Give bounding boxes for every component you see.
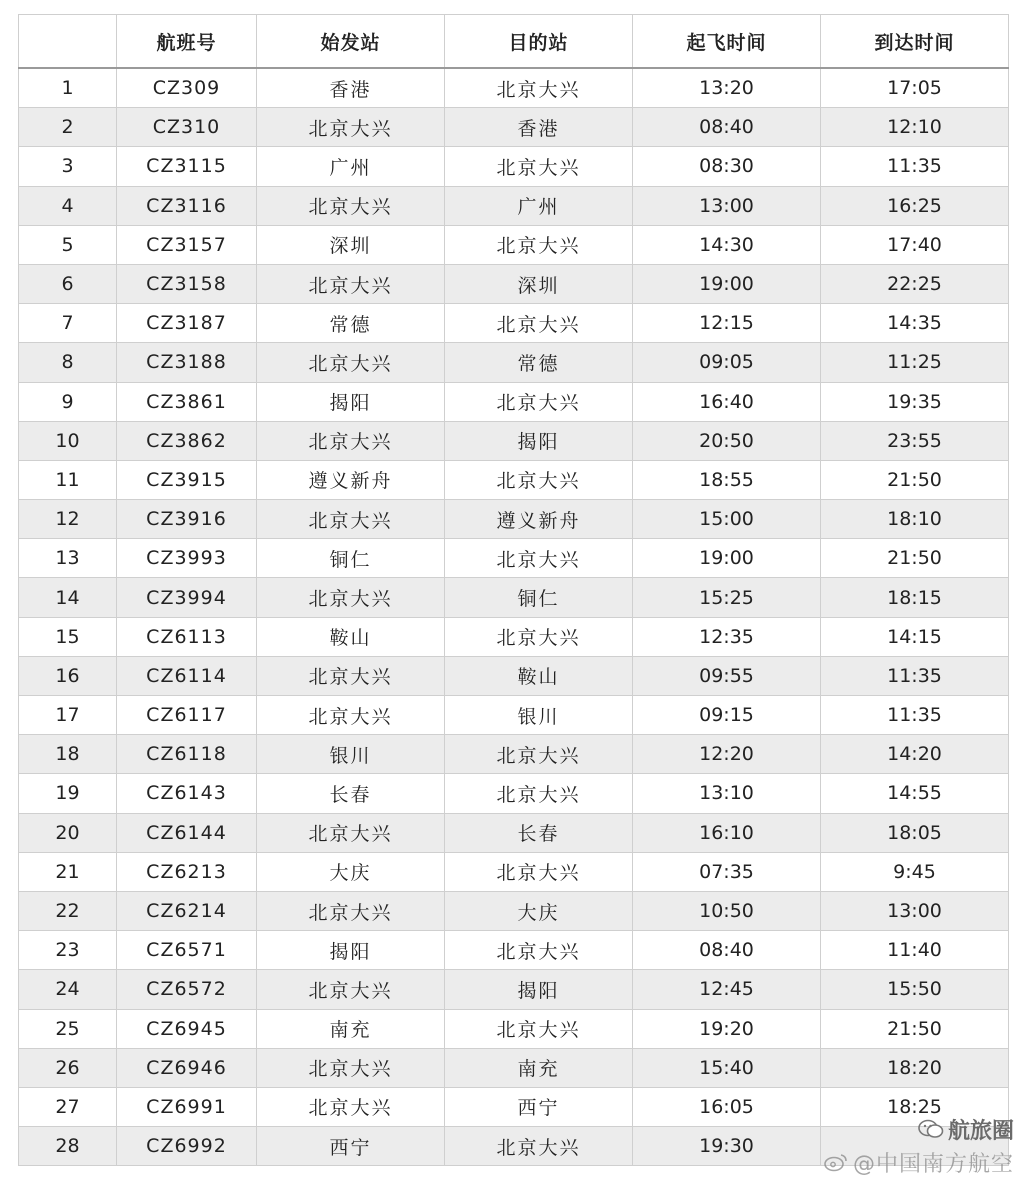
cell-arrival-time: 21:50 <box>821 1009 1009 1048</box>
cell-arrival-time: 17:05 <box>821 68 1009 108</box>
cell-arrival-time: 9:45 <box>821 852 1009 891</box>
cell-departure-time: 12:35 <box>633 617 821 656</box>
cell-origin: 西宁 <box>257 1127 445 1166</box>
cell-origin: 北京大兴 <box>257 891 445 930</box>
cell-index: 22 <box>19 891 117 930</box>
watermark-line2: @中国南方航空 <box>823 1147 1014 1178</box>
watermark <box>823 1114 1014 1178</box>
cell-departure-time: 12:20 <box>633 735 821 774</box>
cell-departure-time: 13:00 <box>633 186 821 225</box>
header-departure-time: 起飞时间 <box>633 15 821 69</box>
table-row <box>19 382 1009 421</box>
cell-origin: 揭阳 <box>257 931 445 970</box>
cell-arrival-time: 18:20 <box>821 1048 1009 1087</box>
cell-arrival-time: 14:55 <box>821 774 1009 813</box>
cell-origin: 北京大兴 <box>257 1048 445 1087</box>
cell-origin: 常德 <box>257 304 445 343</box>
cell-destination: 常德 <box>445 343 633 382</box>
cell-departure-time: 15:40 <box>633 1048 821 1087</box>
cell-index: 11 <box>19 460 117 499</box>
cell-flight-number: CZ3916 <box>117 500 257 539</box>
table-row <box>19 774 1009 813</box>
cell-destination: 揭阳 <box>445 421 633 460</box>
cell-origin: 北京大兴 <box>257 186 445 225</box>
table-row <box>19 500 1009 539</box>
cell-origin: 北京大兴 <box>257 500 445 539</box>
cell-index: 19 <box>19 774 117 813</box>
cell-index: 13 <box>19 539 117 578</box>
cell-departure-time: 19:20 <box>633 1009 821 1048</box>
cell-arrival-time: 17:40 <box>821 225 1009 264</box>
table-row <box>19 617 1009 656</box>
cell-departure-time: 20:50 <box>633 421 821 460</box>
cell-index: 5 <box>19 225 117 264</box>
cell-index: 23 <box>19 931 117 970</box>
cell-arrival-time: 21:50 <box>821 539 1009 578</box>
cell-arrival-time: 18:25 <box>821 1087 1009 1126</box>
cell-origin: 广州 <box>257 147 445 186</box>
cell-index: 25 <box>19 1009 117 1048</box>
cell-flight-number: CZ6118 <box>117 735 257 774</box>
cell-destination: 北京大兴 <box>445 382 633 421</box>
cell-departure-time: 08:40 <box>633 108 821 147</box>
cell-destination: 北京大兴 <box>445 147 633 186</box>
table-row <box>19 852 1009 891</box>
cell-index: 10 <box>19 421 117 460</box>
cell-arrival-time: 14:15 <box>821 617 1009 656</box>
cell-departure-time: 16:10 <box>633 813 821 852</box>
table-row <box>19 343 1009 382</box>
cell-destination: 香港 <box>445 108 633 147</box>
cell-departure-time: 09:15 <box>633 696 821 735</box>
cell-flight-number: CZ6143 <box>117 774 257 813</box>
table-row <box>19 1009 1009 1048</box>
cell-origin: 北京大兴 <box>257 656 445 695</box>
cell-flight-number: CZ3993 <box>117 539 257 578</box>
cell-flight-number: CZ6991 <box>117 1087 257 1126</box>
cell-arrival-time: 14:35 <box>821 304 1009 343</box>
cell-index: 4 <box>19 186 117 225</box>
cell-departure-time: 19:00 <box>633 539 821 578</box>
table-row <box>19 891 1009 930</box>
cell-destination: 广州 <box>445 186 633 225</box>
cell-departure-time: 09:05 <box>633 343 821 382</box>
cell-arrival-time: 23:55 <box>821 421 1009 460</box>
cell-index: 28 <box>19 1127 117 1166</box>
cell-index: 8 <box>19 343 117 382</box>
table-row <box>19 264 1009 303</box>
table-row <box>19 696 1009 735</box>
table-row <box>19 656 1009 695</box>
cell-destination: 鞍山 <box>445 656 633 695</box>
cell-arrival-time: 22:25 <box>821 264 1009 303</box>
cell-index: 27 <box>19 1087 117 1126</box>
cell-origin: 北京大兴 <box>257 970 445 1009</box>
table-row <box>19 421 1009 460</box>
table-row <box>19 970 1009 1009</box>
cell-departure-time: 08:30 <box>633 147 821 186</box>
cell-flight-number: CZ3187 <box>117 304 257 343</box>
cell-origin: 遵义新舟 <box>257 460 445 499</box>
cell-origin: 深圳 <box>257 225 445 264</box>
cell-arrival-time: 16:25 <box>821 186 1009 225</box>
cell-flight-number: CZ6571 <box>117 931 257 970</box>
cell-origin: 北京大兴 <box>257 108 445 147</box>
cell-index: 18 <box>19 735 117 774</box>
cell-flight-number: CZ6114 <box>117 656 257 695</box>
cell-flight-number: CZ309 <box>117 68 257 108</box>
cell-arrival-time: 18:10 <box>821 500 1009 539</box>
cell-flight-number: CZ6992 <box>117 1127 257 1166</box>
cell-destination: 大庆 <box>445 891 633 930</box>
cell-departure-time: 15:00 <box>633 500 821 539</box>
cell-departure-time: 13:20 <box>633 68 821 108</box>
table-row <box>19 186 1009 225</box>
cell-index: 7 <box>19 304 117 343</box>
cell-flight-number: CZ3915 <box>117 460 257 499</box>
cell-origin: 北京大兴 <box>257 421 445 460</box>
cell-origin: 南充 <box>257 1009 445 1048</box>
cell-destination: 北京大兴 <box>445 539 633 578</box>
cell-arrival-time: 18:05 <box>821 813 1009 852</box>
cell-index: 21 <box>19 852 117 891</box>
header-origin: 始发站 <box>257 15 445 69</box>
cell-arrival-time: 15:50 <box>821 970 1009 1009</box>
cell-departure-time: 12:45 <box>633 970 821 1009</box>
cell-destination: 北京大兴 <box>445 735 633 774</box>
cell-destination: 南充 <box>445 1048 633 1087</box>
table-row <box>19 460 1009 499</box>
cell-flight-number: CZ6113 <box>117 617 257 656</box>
cell-flight-number: CZ3994 <box>117 578 257 617</box>
table-row <box>19 578 1009 617</box>
header-index <box>19 15 117 69</box>
cell-arrival-time: 12:10 <box>821 108 1009 147</box>
cell-index: 15 <box>19 617 117 656</box>
cell-departure-time: 18:55 <box>633 460 821 499</box>
cell-origin: 大庆 <box>257 852 445 891</box>
cell-destination: 北京大兴 <box>445 460 633 499</box>
cell-arrival-time: 11:35 <box>821 696 1009 735</box>
table-row <box>19 1048 1009 1087</box>
wechat-icon <box>918 1119 944 1145</box>
cell-flight-number: CZ6117 <box>117 696 257 735</box>
cell-destination: 北京大兴 <box>445 1127 633 1166</box>
cell-destination: 北京大兴 <box>445 774 633 813</box>
cell-departure-time: 08:40 <box>633 931 821 970</box>
table-row <box>19 147 1009 186</box>
cell-index: 1 <box>19 68 117 108</box>
cell-destination: 西宁 <box>445 1087 633 1126</box>
cell-origin: 鞍山 <box>257 617 445 656</box>
cell-flight-number: CZ3157 <box>117 225 257 264</box>
table-row <box>19 539 1009 578</box>
cell-destination: 北京大兴 <box>445 617 633 656</box>
cell-departure-time: 16:05 <box>633 1087 821 1126</box>
cell-origin: 北京大兴 <box>257 813 445 852</box>
flight-schedule-table <box>18 14 1009 1166</box>
cell-arrival-time: 13:00 <box>821 891 1009 930</box>
cell-arrival-time: 11:35 <box>821 147 1009 186</box>
cell-origin: 银川 <box>257 735 445 774</box>
cell-destination: 北京大兴 <box>445 225 633 264</box>
cell-index: 2 <box>19 108 117 147</box>
cell-departure-time: 16:40 <box>633 382 821 421</box>
cell-origin: 铜仁 <box>257 539 445 578</box>
cell-destination: 深圳 <box>445 264 633 303</box>
header-destination: 目的站 <box>445 15 633 69</box>
cell-origin: 北京大兴 <box>257 696 445 735</box>
cell-flight-number: CZ6213 <box>117 852 257 891</box>
table-row <box>19 108 1009 147</box>
cell-arrival-time: 11:25 <box>821 343 1009 382</box>
table-row <box>19 735 1009 774</box>
cell-flight-number: CZ3115 <box>117 147 257 186</box>
cell-origin: 北京大兴 <box>257 343 445 382</box>
cell-flight-number: CZ3188 <box>117 343 257 382</box>
cell-index: 16 <box>19 656 117 695</box>
cell-flight-number: CZ6946 <box>117 1048 257 1087</box>
cell-arrival-time: 11:35 <box>821 656 1009 695</box>
cell-arrival-time: 14:20 <box>821 735 1009 774</box>
cell-origin: 北京大兴 <box>257 578 445 617</box>
cell-arrival-time: 11:40 <box>821 931 1009 970</box>
cell-departure-time: 09:55 <box>633 656 821 695</box>
table-body <box>19 68 1009 1166</box>
cell-arrival-time: 19:35 <box>821 382 1009 421</box>
cell-departure-time: 13:10 <box>633 774 821 813</box>
cell-index: 12 <box>19 500 117 539</box>
cell-index: 24 <box>19 970 117 1009</box>
cell-destination: 北京大兴 <box>445 1009 633 1048</box>
cell-departure-time: 10:50 <box>633 891 821 930</box>
cell-destination: 揭阳 <box>445 970 633 1009</box>
cell-flight-number: CZ3116 <box>117 186 257 225</box>
table-row <box>19 225 1009 264</box>
table-row <box>19 304 1009 343</box>
cell-departure-time: 15:25 <box>633 578 821 617</box>
cell-departure-time: 07:35 <box>633 852 821 891</box>
cell-arrival-time: 18:15 <box>821 578 1009 617</box>
cell-destination: 银川 <box>445 696 633 735</box>
cell-origin: 揭阳 <box>257 382 445 421</box>
cell-index: 17 <box>19 696 117 735</box>
cell-flight-number: CZ6572 <box>117 970 257 1009</box>
cell-origin: 北京大兴 <box>257 1087 445 1126</box>
cell-destination: 长春 <box>445 813 633 852</box>
cell-destination: 北京大兴 <box>445 852 633 891</box>
header-flight-number: 航班号 <box>117 15 257 69</box>
cell-index: 3 <box>19 147 117 186</box>
table-row <box>19 931 1009 970</box>
cell-arrival-time: 21:50 <box>821 460 1009 499</box>
table-row <box>19 68 1009 108</box>
table-header-row <box>19 15 1009 69</box>
weibo-icon <box>823 1152 849 1178</box>
cell-flight-number: CZ3861 <box>117 382 257 421</box>
cell-origin: 长春 <box>257 774 445 813</box>
cell-departure-time: 12:15 <box>633 304 821 343</box>
cell-flight-number: CZ310 <box>117 108 257 147</box>
cell-index: 20 <box>19 813 117 852</box>
cell-departure-time: 19:00 <box>633 264 821 303</box>
table-row <box>19 813 1009 852</box>
cell-flight-number: CZ3862 <box>117 421 257 460</box>
cell-departure-time: 14:30 <box>633 225 821 264</box>
cell-flight-number: CZ6945 <box>117 1009 257 1048</box>
cell-flight-number: CZ3158 <box>117 264 257 303</box>
cell-departure-time: 19:30 <box>633 1127 821 1166</box>
watermark-line1: 航旅圈 <box>823 1114 1014 1145</box>
cell-flight-number: CZ6214 <box>117 891 257 930</box>
cell-destination: 铜仁 <box>445 578 633 617</box>
cell-destination: 遵义新舟 <box>445 500 633 539</box>
cell-index: 9 <box>19 382 117 421</box>
cell-index: 14 <box>19 578 117 617</box>
cell-destination: 北京大兴 <box>445 68 633 108</box>
cell-destination: 北京大兴 <box>445 931 633 970</box>
header-arrival-time: 到达时间 <box>821 15 1009 69</box>
cell-index: 26 <box>19 1048 117 1087</box>
cell-flight-number: CZ6144 <box>117 813 257 852</box>
cell-origin: 北京大兴 <box>257 264 445 303</box>
cell-index: 6 <box>19 264 117 303</box>
cell-destination: 北京大兴 <box>445 304 633 343</box>
cell-origin: 香港 <box>257 68 445 108</box>
